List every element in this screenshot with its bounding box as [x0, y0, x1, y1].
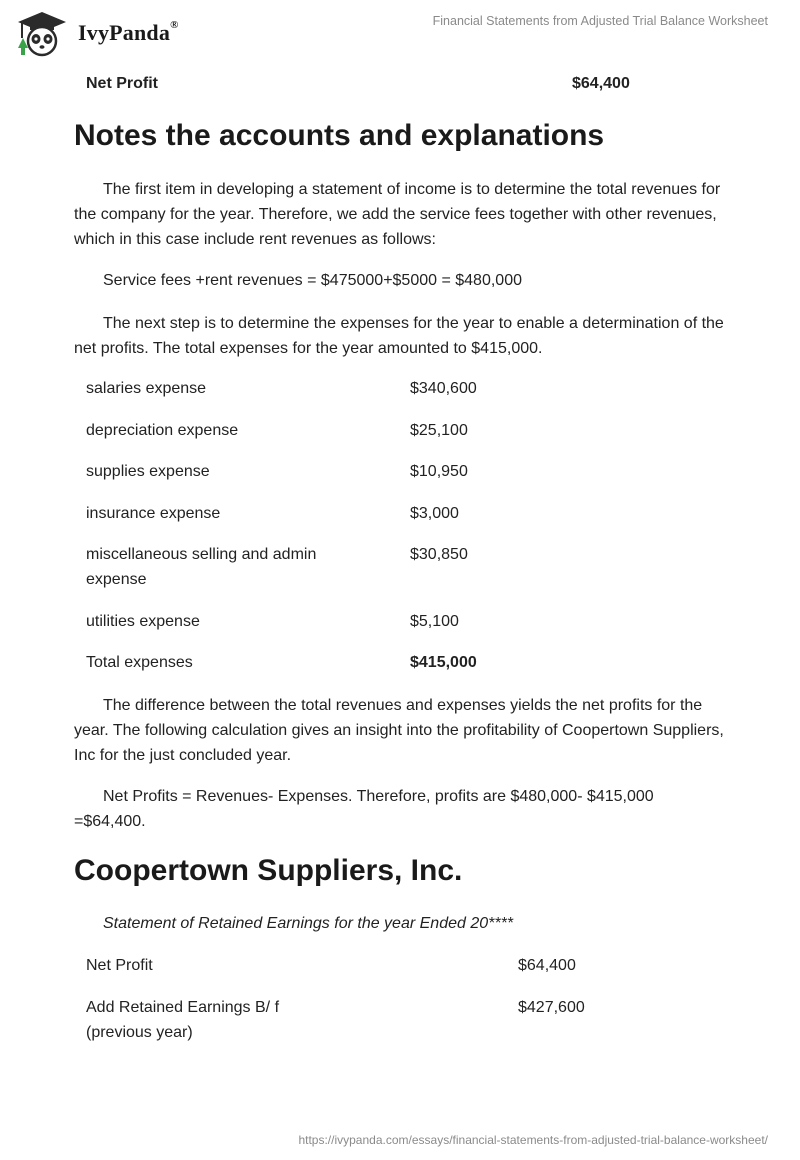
- expense-value: $10,950: [410, 463, 468, 480]
- brand-name[interactable]: IvyPanda®: [78, 18, 179, 45]
- section-heading-notes: Notes the accounts and explanations: [74, 119, 605, 152]
- statement-subtitle: Statement of Retained Earnings for the year Ended 20****: [103, 915, 514, 932]
- document-title: Financial Statements from Adjusted Trial Balance Worksheet: [432, 14, 768, 28]
- retained-label: Add Retained Earnings B/ f (previous year): [86, 999, 280, 1041]
- top-net-profit-row: [86, 71, 726, 96]
- paragraph-expenses: The next step is to determine the expenses for the year to enable a determination of the net profits. The total expenses for the year amounted to $415,000.: [74, 315, 724, 357]
- expense-total-label: Total expenses: [86, 654, 193, 671]
- revenue-formula: Service fees +rent revenues = $475000+$5000 = $480,000: [103, 272, 522, 289]
- expense-value: $30,850: [410, 546, 468, 563]
- expense-value: $5,100: [410, 613, 459, 630]
- expense-label: utilities expense: [86, 613, 200, 630]
- page-header: [0, 0, 800, 64]
- retained-label: Net Profit: [86, 957, 153, 974]
- row-value: $64,400: [572, 75, 630, 92]
- expense-label: insurance expense: [86, 505, 221, 522]
- expense-total-value: $415,000: [410, 654, 477, 671]
- retained-value: $64,400: [518, 957, 576, 974]
- paragraph-difference: The difference between the total revenues and expenses yields the net profits for the year. The following calculation gives an insight into the profitability of Coopertown Suppliers, Inc for the just concluded year.: [74, 697, 724, 764]
- source-url-link[interactable]: https://ivypanda.com/essays/financial-statements-from-adjusted-trial-balance-worksheet/: [298, 1133, 768, 1147]
- expense-label: supplies expense: [86, 463, 210, 480]
- expense-label: depreciation expense: [86, 422, 239, 439]
- retained-value: $427,600: [518, 999, 585, 1016]
- section-heading-company: Coopertown Suppliers, Inc.: [74, 854, 463, 887]
- expense-value: $340,600: [410, 380, 477, 397]
- expense-value: $25,100: [410, 422, 468, 439]
- expense-value: $3,000: [410, 505, 459, 522]
- expense-label: salaries expense: [86, 380, 207, 397]
- expense-label: miscellaneous selling and admin expense: [86, 546, 317, 588]
- paragraph-revenues: The first item in developing a statement of income is to determine the total revenues for the company for the year. Therefore, we add the service fees together with other revenues, which in this case include rent revenues as follows:: [74, 181, 721, 248]
- panda-logo-icon[interactable]: [14, 8, 70, 58]
- paragraph-net-profit-calc: Net Profits = Revenues- Expenses. Therefore, profits are $480,000- $415,000 =$64,400.: [74, 788, 654, 830]
- row-label: Net Profit: [86, 75, 158, 92]
